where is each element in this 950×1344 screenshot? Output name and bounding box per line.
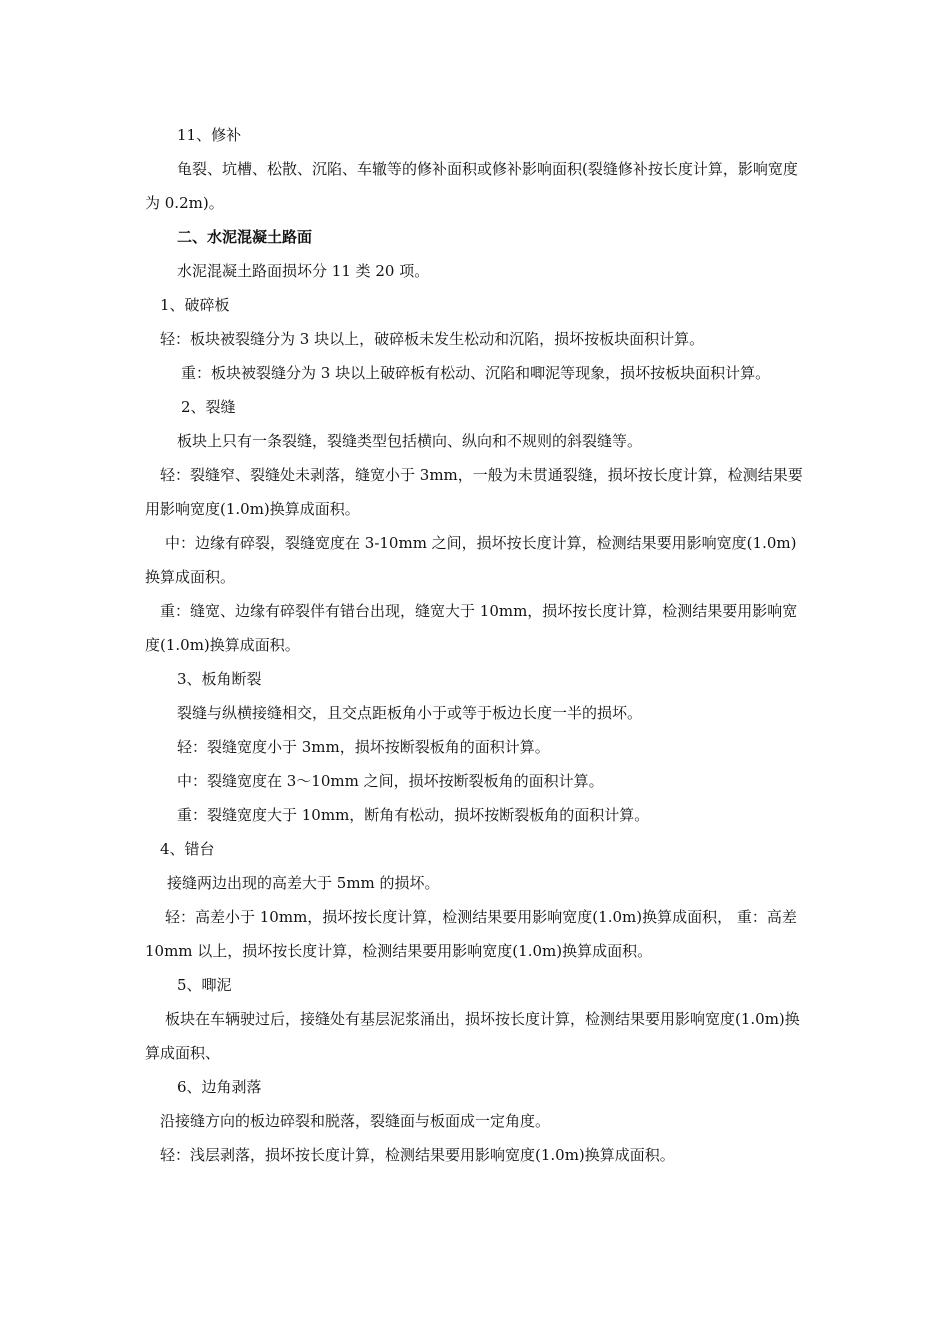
paragraph-spalling-light: 轻：浅层剥落，损坏按长度计算，检测结果要用影响宽度(1.0m)换算成面积。 (160, 1146, 675, 1164)
paragraph-corner-break-heavy: 重：裂缝宽度大于 10mm，断角有松动，损坏按断裂板角的面积计算。 (177, 806, 650, 824)
paragraph-pumping-desc: 板块在车辆驶过后，接缝处有基层泥浆涌出，损坏按长度计算，检测结果要用影响宽度(1.0m)换算成面积、 (145, 1010, 800, 1062)
paragraph-cement-intro: 水泥混凝土路面损坏分 11 类 20 项。 (177, 262, 430, 280)
section-heading-cracks: 2、裂缝 (181, 398, 236, 416)
paragraph-spalling-desc: 沿接缝方向的板边碎裂和脱落，裂缝面与板面成一定角度。 (160, 1112, 551, 1130)
paragraph-corner-break-light: 轻：裂缝宽度小于 3mm，损坏按断裂板角的面积计算。 (177, 738, 550, 756)
section-heading-cement-concrete: 二、水泥混凝土路面 (177, 228, 313, 246)
paragraph-corner-break-desc: 裂缝与纵横接缝相交，且交点距板角小于或等于板边长度一半的损坏。 (177, 704, 643, 722)
section-heading-broken-slab: 1、破碎板 (160, 296, 230, 314)
paragraph-broken-slab-light: 轻：板块被裂缝分为 3 块以上，破碎板未发生松动和沉陷，损坏按板块面积计算。 (160, 330, 705, 348)
section-heading-faulting: 4、错台 (160, 840, 215, 858)
paragraph-faulting-desc: 接缝两边出现的高差大于 5mm 的损坏。 (167, 874, 440, 892)
paragraph-cracks-light: 轻：裂缝窄、裂缝处未剥落，缝宽小于 3mm，一般为未贯通裂缝，损坏按长度计算，检测结果要用影响宽度(1.0m)换算成面积。 (145, 466, 803, 518)
paragraph-cracks-medium: 中：边缘有碎裂，裂缝宽度在 3-10mm 之间，损坏按长度计算，检测结果要用影响宽度(1.0m)换算成面积。 (145, 534, 797, 586)
paragraph-corner-break-medium: 中：裂缝宽度在 3～10mm 之间，损坏按断裂板角的面积计算。 (177, 772, 604, 790)
document-body (145, 118, 810, 1172)
paragraph-cracks-heavy: 重：缝宽、边缘有碎裂伴有错台出现，缝宽大于 10mm，损坏按长度计算，检测结果要用影响宽度(1.0m)换算成面积。 (145, 602, 798, 654)
section-heading-pumping: 5、唧泥 (177, 976, 232, 994)
paragraph-faulting-levels: 轻：高差小于 10mm，损坏按长度计算，检测结果要用影响宽度(1.0m)换算成面积， 重：高差 10mm 以上，损坏按长度计算，检测结果要用影响宽度(1.0m)换算成面积。 (145, 908, 797, 960)
section-heading-repair: 11、修补 (177, 126, 242, 144)
paragraph-broken-slab-heavy: 重：板块被裂缝分为 3 块以上破碎板有松动、沉陷和唧泥等现象，损坏按板块面积计算。 (181, 364, 771, 382)
paragraph-repair-desc: 龟裂、坑槽、松散、沉陷、车辙等的修补面积或修补影响面积(裂缝修补按长度计算，影响宽度为 0.2m)。 (145, 160, 798, 212)
section-heading-spalling: 6、边角剥落 (177, 1078, 262, 1096)
paragraph-cracks-desc: 板块上只有一条裂缝，裂缝类型包括横向、纵向和不规则的斜裂缝等。 (177, 432, 643, 450)
section-heading-corner-break: 3、板角断裂 (177, 670, 262, 688)
